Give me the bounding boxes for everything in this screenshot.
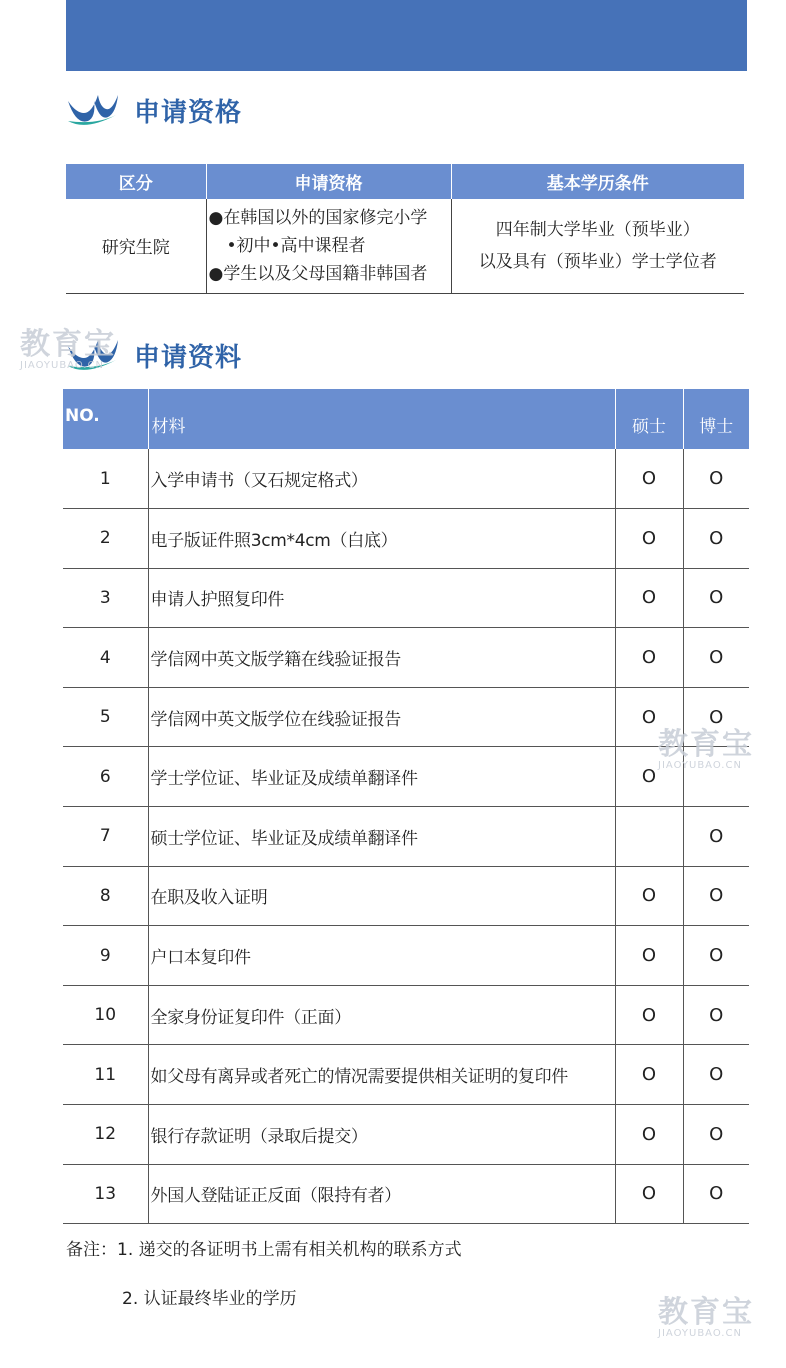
doctor-mark: O	[683, 1105, 749, 1165]
doctor-mark: O	[683, 687, 749, 747]
university-logo-icon	[66, 91, 120, 129]
row-number: 8	[63, 866, 148, 926]
header-education: 基本学历条件	[451, 164, 744, 199]
row-number: 5	[63, 687, 148, 747]
master-mark: O	[615, 1164, 683, 1224]
watermark-domain: JIAOYUBAO.CN	[658, 760, 742, 771]
material-name: 如父母有离异或者死亡的情况需要提供相关证明的复印件	[148, 1045, 615, 1105]
table-row	[63, 449, 749, 509]
material-name: 户口本复印件	[148, 926, 615, 986]
master-mark: O	[615, 1105, 683, 1165]
material-name: 学信网中英文版学位在线验证报告	[148, 687, 615, 747]
qualification-line: ●学生以及父母国籍非韩国者	[208, 263, 428, 284]
qualification-cell	[206, 199, 451, 293]
header-category: 区分	[66, 164, 206, 199]
education-line: 以及具有（预毕业）学士学位者	[478, 251, 717, 272]
table-row	[63, 687, 749, 747]
table-row	[63, 926, 749, 986]
doctor-mark: O	[683, 807, 749, 867]
table-row	[63, 1045, 749, 1105]
master-mark: O	[615, 866, 683, 926]
row-number: 7	[63, 807, 148, 867]
note-line-1: 备注：1. 递交的各证明书上需有相关机构的联系方式	[66, 1240, 462, 1260]
row-number: 3	[63, 568, 148, 628]
material-name: 全家身份证复印件（正面）	[148, 985, 615, 1045]
master-mark: O	[615, 1045, 683, 1105]
education-line: 四年制大学毕业（预毕业）	[495, 219, 700, 240]
row-number: 4	[63, 628, 148, 688]
material-name: 外国人登陆证正反面（限持有者）	[148, 1164, 615, 1224]
qualification-line: •初中•高中课程者	[226, 235, 366, 256]
category-cell: 研究生院	[66, 199, 206, 293]
master-mark	[615, 807, 683, 867]
section-heading-qualification	[66, 91, 242, 129]
master-mark: O	[615, 926, 683, 986]
table-row	[63, 807, 749, 867]
watermark	[658, 1295, 754, 1340]
header-no: NO.	[63, 389, 148, 449]
watermark-brand: 教育宝	[658, 727, 754, 762]
material-name: 入学申请书（又石规定格式）	[148, 449, 615, 509]
doctor-mark: O	[683, 1045, 749, 1105]
master-mark: O	[615, 509, 683, 569]
row-number: 10	[63, 985, 148, 1045]
doctor-mark: O	[683, 628, 749, 688]
material-name: 硕士学位证、毕业证及成绩单翻译件	[148, 807, 615, 867]
table-row	[63, 985, 749, 1045]
watermark-domain: JIAOYUBAO.CN	[20, 360, 104, 371]
watermark-brand: 教育宝	[20, 327, 116, 362]
section-title: 申请资格	[134, 97, 243, 128]
material-name: 在职及收入证明	[148, 866, 615, 926]
row-number: 2	[63, 509, 148, 569]
master-mark: O	[615, 568, 683, 628]
doctor-mark: O	[683, 926, 749, 986]
doctor-mark: O	[683, 985, 749, 1045]
section-title: 申请资料	[134, 342, 243, 373]
header-qualification: 申请资格	[206, 164, 451, 199]
education-cell	[451, 199, 744, 293]
material-name: 学士学位证、毕业证及成绩单翻译件	[148, 747, 615, 807]
material-name: 申请人护照复印件	[148, 568, 615, 628]
table-row	[63, 747, 749, 807]
table-row	[63, 1164, 749, 1224]
table-row	[63, 568, 749, 628]
master-mark: O	[615, 449, 683, 509]
row-number: 6	[63, 747, 148, 807]
table-row	[63, 628, 749, 688]
doctor-mark: O	[683, 866, 749, 926]
row-number: 13	[63, 1164, 148, 1224]
qualification-table	[66, 164, 744, 294]
header-material: 材料	[148, 389, 615, 449]
doctor-mark: O	[683, 568, 749, 628]
watermark	[20, 327, 116, 372]
watermark	[658, 727, 754, 772]
doctor-mark: O	[683, 449, 749, 509]
table-row	[63, 1105, 749, 1165]
row-number: 11	[63, 1045, 148, 1105]
top-banner	[66, 0, 747, 71]
row-number: 12	[63, 1105, 148, 1165]
doctor-mark: O	[683, 509, 749, 569]
master-mark: O	[615, 687, 683, 747]
master-mark: O	[615, 747, 683, 807]
row-number: 1	[63, 449, 148, 509]
table-row	[66, 199, 744, 293]
table-row	[63, 509, 749, 569]
material-name: 电子版证件照3cm*4cm（白底）	[148, 509, 615, 569]
master-mark: O	[615, 628, 683, 688]
qualification-line: ●在韩国以外的国家修完小学	[208, 207, 428, 228]
material-name: 银行存款证明（录取后提交）	[148, 1105, 615, 1165]
table-row	[63, 866, 749, 926]
header-doctor: 博士	[683, 389, 749, 449]
materials-table	[63, 389, 749, 1224]
watermark-domain: JIAOYUBAO.CN	[658, 1328, 742, 1339]
master-mark: O	[615, 985, 683, 1045]
header-master: 硕士	[615, 389, 683, 449]
row-number: 9	[63, 926, 148, 986]
watermark-brand: 教育宝	[658, 1295, 754, 1330]
doctor-mark: O	[683, 1164, 749, 1224]
note-line-2: 2. 认证最终毕业的学历	[122, 1289, 297, 1309]
material-name: 学信网中英文版学籍在线验证报告	[148, 628, 615, 688]
